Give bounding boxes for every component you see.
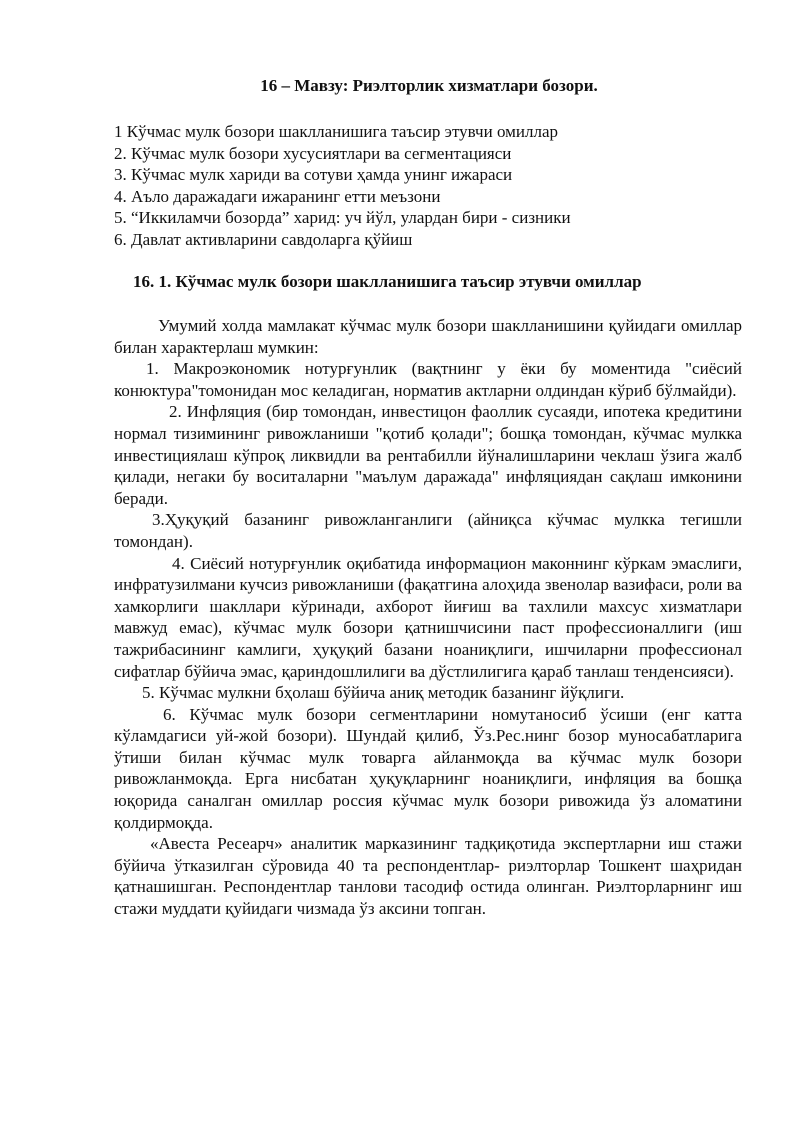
intro-paragraph: Умумий холда мамлакат кўчмас мулк бозори шаклланишини қуйидаги омиллар билан характерлаш мумкин: [114, 316, 742, 357]
section-heading: 16. 1. Кўчмас мулк бозори шаклланишига таъсир этувчи омиллар [133, 272, 642, 291]
survey-paragraph: «Авеста Ресеарч» аналитик марказининг тадқиқотида экспертларни иш стажи бўйича ўтказилган сўровида 40 та респондентлар- риэлторлар Тошкент шаҳридан қатнашишган. Респондентлар танлови тасодиф остида олинган. Риэлторларнинг иш стажи муддати қуйидаги чизмада ўз аксини топган. [114, 834, 742, 919]
factor-paragraph-2: 2. Инфляция (бир томондан, инвестицон фаоллик сусаяди, ипотека кредитини нормал тизимининг ривожланиши "қотиб қолади"; бошқа томондан, кўчмас мулкка инвестициялаш кўпроқ ликвидли ва рентабилли йўналишларини чеклаш ўзига жалб қилади, негаки бу воситаларни "маълум даражада" инфляциядан сақлаш имконини беради. [114, 402, 742, 508]
factor-paragraph-5: 5. Кўчмас мулкни бҳолаш бўйича аниқ методик базанинг йўқлиги. [142, 683, 625, 703]
outline-item: 4. Аъло даражадаги ижаранинг етти меъзони [114, 186, 441, 206]
outline-item: 2. Кўчмас мулк бозори хусусиятлари ва сегментацияси [114, 143, 512, 163]
outline-item: 1 Кўчмас мулк бозори шаклланишига таъсир этувчи омиллар [114, 122, 558, 141]
outline-item: 6. Давлат активларини савдоларга қўйиш [114, 229, 413, 249]
body-text [114, 315, 742, 920]
factor-paragraph-3: 3.Ҳуқуқий базанинг ривожланганлиги (айниқса кўчмас мулкка тегишли томондан). [114, 510, 742, 551]
page-title: 16 – Мавзу: Риэлторлик хизматлари бозори. [260, 76, 598, 95]
factor-paragraph-4: 4. Сиёсий нотурғунлик оқибатида информацион маконнинг кўркам эмаслиги, инфратузилмани кучсиз ривожланиши (фақатгина алоҳида звенолар вазифаси, роли ва хамкорлиги шакллари кўринади, ахборот йиғиш ва тахлили махсус хизматлари мавжуд емас), кўчмас мулк бозори қатнишчисини паст профессионаллиги (иш тажрибасининг камлиги, ҳуқуқий базани ноаниқлиги, ишчиларни профессионал сифатлар бўйича эмас, қариндошлилиги ва дўстлилигига қараб танлаш тенденсияси). [114, 553, 742, 681]
outline-item: 3. Кўчмас мулк хариди ва сотуви ҳамда унинг ижараси [114, 165, 513, 185]
outline-item: 5. “Иккиламчи бозорда” харид: уч йўл, улардан бири - сизники [114, 208, 571, 228]
factor-paragraph-1: 1. Макроэкономик нотурғунлик (вақтнинг у ёки бу моментида "сиёсий конюктура"томонидан мос келадиган, норматив актларни олдиндан кўриб бўлмайди). [114, 359, 742, 400]
factor-paragraph-6: 6. Кўчмас мулк бозори сегментларини номутаносиб ўсиши (енг катта кўламдагиси уй-жой бозори). Шундай қилиб, Ўз.Рес.нинг бозор муносабатларига ўтиши билан кўчмас мулк товарга айланмоқда ва кўчмас мулк бозори ривожланмоқда. Ерга нисбатан ҳуқуқларнинг ноаниқлиги, инфляция ва бошқа юқорида саналган омиллар россия кўчмас мулк бозори ривожида ўз аломатини қолдирмоқда. [114, 704, 742, 832]
topic-outline [114, 121, 754, 251]
